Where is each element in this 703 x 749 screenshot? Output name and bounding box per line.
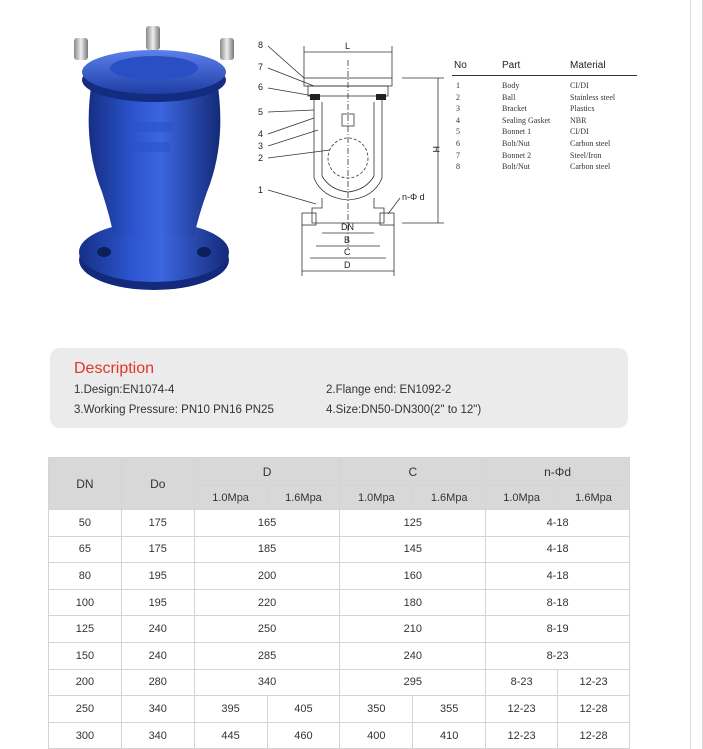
cell-dn: 250 [49, 696, 122, 723]
part-material: Stainless steel [570, 92, 616, 102]
table-row [49, 696, 630, 723]
description-flange-end: 2.Flange end: EN1092-2 [326, 384, 452, 396]
callout-7: 7 [258, 62, 264, 72]
cell-n-phi-d: 4-18 [486, 536, 630, 563]
part-material: NBR [570, 115, 587, 125]
dim-n-phi-d: n-Φ d [402, 192, 425, 202]
part-no: 4 [456, 115, 460, 125]
cell-c: 210 [340, 616, 486, 643]
parts-header-part: Part [502, 60, 521, 71]
part-name: Bolt/Nut [502, 162, 531, 172]
callout-3: 3 [258, 141, 264, 151]
header-dn: DN [49, 458, 122, 510]
callout-4: 4 [258, 129, 264, 139]
parts-row [452, 161, 637, 173]
part-name: Bonnet 2 [502, 150, 532, 160]
parts-row [452, 126, 637, 138]
cell-n-phi-d-2: 12-23 [558, 669, 630, 696]
cell-d: 340 [194, 669, 340, 696]
subheader-pressure: 1.0Mpa [194, 486, 267, 510]
cell-c: 180 [340, 589, 486, 616]
cell-do: 240 [121, 616, 194, 643]
table-row [49, 722, 630, 749]
description-title: Description [74, 360, 155, 377]
cell-d: 165 [194, 510, 340, 537]
cell-c: 125 [340, 510, 486, 537]
header-do: Do [121, 458, 194, 510]
cell-n-phi-d-1: 12-23 [486, 722, 558, 749]
cell-c-1: 350 [340, 696, 413, 723]
part-name: Sealing Gasket [502, 115, 551, 125]
part-no: 2 [456, 92, 460, 102]
parts-row [452, 103, 637, 115]
cell-d-1: 395 [194, 696, 267, 723]
part-name: Body [502, 81, 520, 90]
cell-n-phi-d: 4-18 [486, 510, 630, 537]
part-no: 7 [456, 150, 460, 160]
dim-DN: DN [341, 222, 354, 232]
description-design: 1.Design:EN1074-4 [74, 384, 175, 396]
cell-do: 175 [121, 510, 194, 537]
dim-L: L [345, 41, 351, 51]
cell-c-2: 355 [413, 696, 486, 723]
table-row [49, 589, 630, 616]
valve-illustration [62, 22, 247, 292]
parts-header-no: No [454, 60, 467, 71]
cell-n-phi-d: 4-18 [486, 563, 630, 590]
description-size: 4.Size:DN50-DN300(2" to 12") [326, 404, 482, 416]
part-material: Steel/Iron [570, 150, 602, 160]
cell-do: 280 [121, 669, 194, 696]
part-material: Carbon steel [570, 162, 611, 172]
dim-D: D [344, 260, 351, 270]
part-name: Ball [502, 92, 516, 102]
cell-dn: 100 [49, 589, 122, 616]
part-material: CI/DI [570, 81, 589, 90]
cell-n-phi-d-1: 12-23 [486, 696, 558, 723]
cell-do: 195 [121, 589, 194, 616]
part-material: CI/DI [570, 127, 589, 137]
subheader-pressure: 1.0Mpa [486, 486, 558, 510]
cell-do: 340 [121, 696, 194, 723]
parts-row [452, 92, 637, 104]
table-row [49, 642, 630, 669]
part-no: 3 [456, 104, 460, 114]
table-row [49, 616, 630, 643]
cell-dn: 50 [49, 510, 122, 537]
parts-row [452, 80, 637, 92]
subheader-pressure: 1.6Mpa [413, 486, 486, 510]
header-c: C [340, 458, 486, 486]
parts-header [452, 60, 637, 76]
subheader-pressure: 1.6Mpa [267, 486, 340, 510]
parts-header-material: Material [570, 60, 606, 71]
cell-do: 175 [121, 536, 194, 563]
cell-d-2: 405 [267, 696, 340, 723]
subheader-pressure: 1.0Mpa [340, 486, 413, 510]
cell-dn: 150 [49, 642, 122, 669]
cell-do: 195 [121, 563, 194, 590]
cell-d: 285 [194, 642, 340, 669]
part-material: Carbon steel [570, 138, 611, 148]
part-no: 5 [456, 127, 460, 137]
cell-dn: 65 [49, 536, 122, 563]
cell-c-1: 400 [340, 722, 413, 749]
table-header-row [49, 458, 630, 486]
cell-c-2: 410 [413, 722, 486, 749]
parts-row [452, 138, 637, 150]
cell-n-phi-d: 8-18 [486, 589, 630, 616]
cell-n-phi-d-2: 12-28 [558, 722, 630, 749]
cell-dn: 125 [49, 616, 122, 643]
table-row [49, 563, 630, 590]
cell-dn: 200 [49, 669, 122, 696]
cell-d-2: 460 [267, 722, 340, 749]
header-n-phi-d: n-Φd [486, 458, 630, 486]
cell-n-phi-d-1: 8-23 [486, 669, 558, 696]
parts-list [452, 60, 637, 173]
cell-d: 220 [194, 589, 340, 616]
part-name: Bracket [502, 104, 527, 114]
part-material: Plastics [570, 104, 595, 114]
cell-d-1: 445 [194, 722, 267, 749]
callout-6: 6 [258, 82, 264, 92]
cell-c: 160 [340, 563, 486, 590]
callout-5: 5 [258, 107, 264, 117]
part-no: 8 [456, 162, 460, 172]
callout-8: 8 [258, 40, 264, 50]
part-name: Bonnet 1 [502, 127, 532, 137]
cell-n-phi-d: 8-19 [486, 616, 630, 643]
cell-dn: 300 [49, 722, 122, 749]
dim-C: C [344, 247, 351, 257]
cell-d: 200 [194, 563, 340, 590]
cell-dn: 80 [49, 563, 122, 590]
cell-c: 240 [340, 642, 486, 669]
subheader-pressure: 1.6Mpa [558, 486, 630, 510]
parts-row [452, 150, 637, 162]
spec-table [48, 457, 630, 749]
dim-B: B [344, 235, 351, 245]
part-name: Bolt/Nut [502, 138, 531, 148]
divider [690, 0, 691, 749]
cell-d: 250 [194, 616, 340, 643]
description-working-pressure: 3.Working Pressure: PN10 PN16 PN25 [74, 404, 274, 416]
table-row [49, 536, 630, 563]
description-box [50, 348, 628, 428]
cell-n-phi-d: 8-23 [486, 642, 630, 669]
callout-1: 1 [258, 185, 264, 195]
cell-d: 185 [194, 536, 340, 563]
header-d: D [194, 458, 340, 486]
callout-2: 2 [258, 153, 264, 163]
part-no: 6 [456, 138, 460, 148]
parts-row [452, 115, 637, 127]
cell-do: 240 [121, 642, 194, 669]
cell-c: 145 [340, 536, 486, 563]
table-row [49, 510, 630, 537]
cell-do: 340 [121, 722, 194, 749]
part-no: 1 [456, 81, 460, 90]
technical-drawing [252, 38, 452, 288]
table-row [49, 669, 630, 696]
dim-H: H [431, 146, 441, 153]
cell-c: 295 [340, 669, 486, 696]
cell-n-phi-d-2: 12-28 [558, 696, 630, 723]
